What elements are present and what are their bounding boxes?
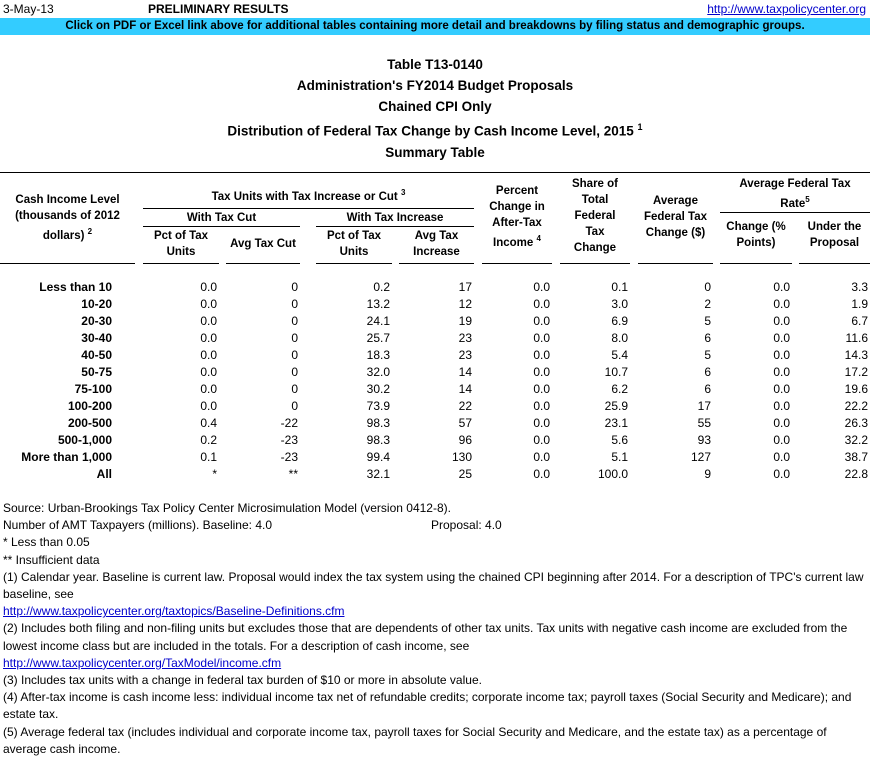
table-cell: 32.0 [366,365,390,379]
avg-cut-header: Avg Tax Cut [230,238,296,250]
footnotes [3,500,867,758]
header-bottom-rule-1 [0,263,135,264]
table-cell: 0.0 [533,382,550,396]
tpc-link[interactable]: http://www.taxpolicycenter.org [707,2,866,16]
header-bottom-rule-2 [143,263,219,264]
row-label: All [96,467,112,481]
table-cell: 6.2 [611,382,628,396]
tax-units-header: Tax Units with Tax Increase or Cut $^3$ [211,188,406,203]
header-top-rule [0,172,870,173]
row-label: 50-75 [81,365,112,379]
table-subtitle: Administration's FY2014 Budget Proposals [296,78,574,93]
table-cell: 98.3 [366,416,390,430]
table-scope: Chained CPI Only [378,99,492,114]
table-cell: -23 [280,450,298,464]
table-cell: 55 [697,416,711,430]
note-1: (1) Calendar year. Baseline is current law. Proposal would index the tax system using the chained CPI beginning after 2014. For a description of TPC's current law baseline, see [3,569,864,602]
table-cell: 22.8 [844,467,868,481]
table-cell: 0.0 [773,365,790,379]
table-cell: 0.0 [200,365,217,379]
row-label: 40-50 [81,348,112,362]
header-bottom-rule-7 [560,263,630,264]
table-cell: 6 [704,382,711,396]
table-cell: 32.1 [366,467,390,481]
table-cell: 0.4 [200,416,217,430]
row-label: More than 1,000 [21,450,112,464]
table-cell: 38.7 [844,450,868,464]
insufficient-note: ** Insufficient data [3,552,100,567]
table-cell: 0.0 [773,416,790,430]
table-cell: 100.0 [597,467,628,481]
table-cell: 23.1 [604,416,628,430]
table-cell: 0 [291,280,298,294]
header-bottom-rule-4 [316,263,392,264]
table-cell: -23 [280,433,298,447]
table-cell: 26.3 [844,416,868,430]
table-cell: 0.0 [200,348,217,362]
amt-note: Number of AMT Taxpayers (millions). Baseline: 4.0 Proposal: 4.0 [3,518,502,533]
row-label: 200-500 [67,416,112,430]
status-label: PRELIMINARY RESULTS [148,2,289,16]
table-cell: 32.2 [844,433,868,447]
table-cell: 25.7 [366,331,390,345]
table-cell: 13.2 [366,297,390,311]
table-kind: Summary Table [385,144,485,160]
rate-header: Average Federal Tax Rate$^5$ [739,178,851,210]
table-cell: 0 [291,399,298,413]
table-cell: 30.2 [366,382,390,396]
table-cell: 25.9 [604,399,628,413]
table-cell: 0.0 [533,365,550,379]
row-label: 30-40 [81,331,112,345]
table-cell: 0 [291,297,298,311]
table-cell: 10.7 [604,365,628,379]
row-label: 100-200 [67,399,112,413]
table-cell: 0.0 [773,450,790,464]
table-cell: 3.0 [611,297,628,311]
table-cell: 0.0 [533,314,550,328]
table-cell: 99.4 [366,450,390,464]
share-header: Share of Total Federal Tax Change [571,178,618,254]
table-cell: 0 [291,331,298,345]
table-cell: 12 [458,297,472,311]
table-cell: 24.1 [366,314,390,328]
cut-pct-units-header: Pct of Tax Units [153,230,209,258]
table-cell: 0.2 [200,433,217,447]
table-cell: 11.6 [845,331,868,345]
table-cell: 98.3 [366,433,390,447]
table-cell: 0.0 [533,297,550,311]
table-cell: 14 [458,365,472,379]
table-cell: 0.0 [773,382,790,396]
header-bottom-rule-6 [482,263,552,264]
table-cell: 17 [697,399,711,413]
header-bottom-rule-9 [720,263,792,264]
table-cell: 0.0 [773,399,790,413]
table-cell: 0.0 [773,433,790,447]
with-cut-header: With Tax Cut [186,212,257,224]
table-cell: 9 [704,467,711,481]
table-cell: 22 [458,399,472,413]
report-date: 3-May-13 [3,2,54,16]
table-cell: 14.3 [844,348,868,362]
table-cell: 0.0 [773,348,790,362]
table-cell: 0.0 [773,314,790,328]
with-increase-header: With Tax Increase [346,212,444,224]
table-cell: 23 [458,331,472,345]
table-cell: 0 [704,280,711,294]
table-cell: 0 [291,365,298,379]
avg-increase-header: Avg Tax Increase [413,230,460,258]
table-cell: 0 [291,348,298,362]
table-cell: -22 [280,416,298,430]
table-cell: 6 [704,365,711,379]
income-definition-link[interactable]: http://www.taxpolicycenter.org/TaxModel/income.cfm [3,655,282,670]
table-titles [0,54,870,163]
table-cell: 18.3 [366,348,390,362]
table-cell: ** [288,467,298,481]
pct-change-header: Percent Change in After-Tax Income $^4$ [489,185,545,249]
with-increase-rule [316,226,474,227]
note-4: (4) After-tax income is cash income less: individual income tax net of refundable credits; corporate income tax; payroll taxes (Social Security and Medicare); and estate tax. [3,690,852,722]
table-cell: 1.9 [851,297,868,311]
note-5: (5) Average federal tax (includes individual and corporate income tax, payroll taxes for Social Security and Medicare, and the estate tax) as a percentage of average cash income. [3,724,827,756]
row-label: 75-100 [74,382,112,396]
income-level-header: Cash Income Level (thousands of 2012 dollars) $^2$ [15,194,120,242]
table-cell: 0.0 [773,297,790,311]
table-cell: 0.0 [533,467,550,481]
table-cell: 19.6 [844,382,868,396]
table-cell: 0.0 [533,450,550,464]
info-banner: Click on PDF or Excel link above for additional tables containing more detail and breakdowns by filing status and demographic groups. [0,18,870,35]
table-cell: 8.0 [611,331,628,345]
table-cell: 73.9 [366,399,390,413]
table-cell: 0 [291,382,298,396]
table-cell: 57 [458,416,472,430]
table-cell: 6.7 [851,314,868,328]
table-cell: 0.0 [533,399,550,413]
table-cell: 0.2 [373,280,390,294]
table-cell: 17 [458,280,472,294]
row-label: 10-20 [81,297,112,311]
table-cell: 6 [704,331,711,345]
row-label: 20-30 [81,314,112,328]
note-3: (3) Includes tax units with a change in federal tax burden of $10 or more in absolute value. [3,673,482,688]
table-cell: 14 [458,382,472,396]
less-than-note: * Less than 0.05 [3,535,90,550]
tax-units-rule [143,208,474,209]
note-2: (2) Includes both filing and non-filing units but excludes those that are dependents of other tax units. Tax units with negative cash income are excluded from the lowest income class but are included in the totals. For a description of cash income, see [3,621,848,653]
row-label: 500-1,000 [57,433,112,447]
table-cell: 0.0 [533,331,550,345]
table-cell: 0 [291,314,298,328]
table-cell: 0.0 [200,382,217,396]
table-cell: 0.0 [773,331,790,345]
top-bar [0,0,870,18]
header-bottom-rule-3 [226,263,300,264]
table-cell: 17.2 [844,365,868,379]
table-cell: 96 [458,433,472,447]
rate-rule [720,212,870,213]
with-cut-rule [143,226,300,227]
table-cell: 0.0 [200,399,217,413]
table-description: Distribution of Federal Tax Change by Cash Income Level, 2015 $^1$ [227,122,643,139]
table-cell: 0.0 [200,331,217,345]
increase-pct-units-header: Pct of Tax Units [326,230,382,258]
table-cell: 0.0 [200,297,217,311]
table-cell: 127 [690,450,711,464]
under-proposal-header: Under the Proposal [807,221,862,249]
table-cell: 5.1 [611,450,628,464]
table-cell: 19 [458,314,472,328]
table-cell: 0.0 [773,280,790,294]
table-cell: 25 [458,467,472,481]
table-cell: 0.0 [533,280,550,294]
table-cell: 23 [458,348,472,362]
table-cell: 93 [697,433,711,447]
table-cell: 130 [451,450,472,464]
table-cell: 22.2 [844,399,868,413]
table-cell: 5 [704,314,711,328]
table-cell: 0.0 [200,280,217,294]
table-cell: 0.0 [773,467,790,481]
table-cell: 0.1 [611,280,628,294]
baseline-definitions-link[interactable]: http://www.taxpolicycenter.org/taxtopics/Baseline-Definitions.cfm [3,604,345,619]
table-cell: 5.4 [611,348,628,362]
header-bottom-rule-5 [399,263,474,264]
table-cell: 0.0 [533,416,550,430]
table-cell: 6.9 [611,314,628,328]
table-number: Table T13-0140 [387,57,483,72]
table-cell: 0.1 [200,450,217,464]
table-cell: 2 [704,297,711,311]
row-label: Less than 10 [39,280,112,294]
table-cell: 5.6 [611,433,628,447]
table-cell: * [212,467,217,481]
table-cell: 3.3 [851,280,868,294]
table-cell: 0.0 [200,314,217,328]
header-bottom-rule-8 [638,263,713,264]
source-note: Source: Urban-Brookings Tax Policy Center Microsimulation Model (version 0412-8). [3,501,451,515]
header-bottom-rule-10 [799,263,870,264]
table-cell: 0.0 [533,348,550,362]
rate-change-header: Change (% Points) [726,221,786,249]
avg-fed-tax-header: Average Federal Tax Change ($) [643,195,708,239]
table-cell: 5 [704,348,711,362]
table-cell: 0.0 [533,433,550,447]
